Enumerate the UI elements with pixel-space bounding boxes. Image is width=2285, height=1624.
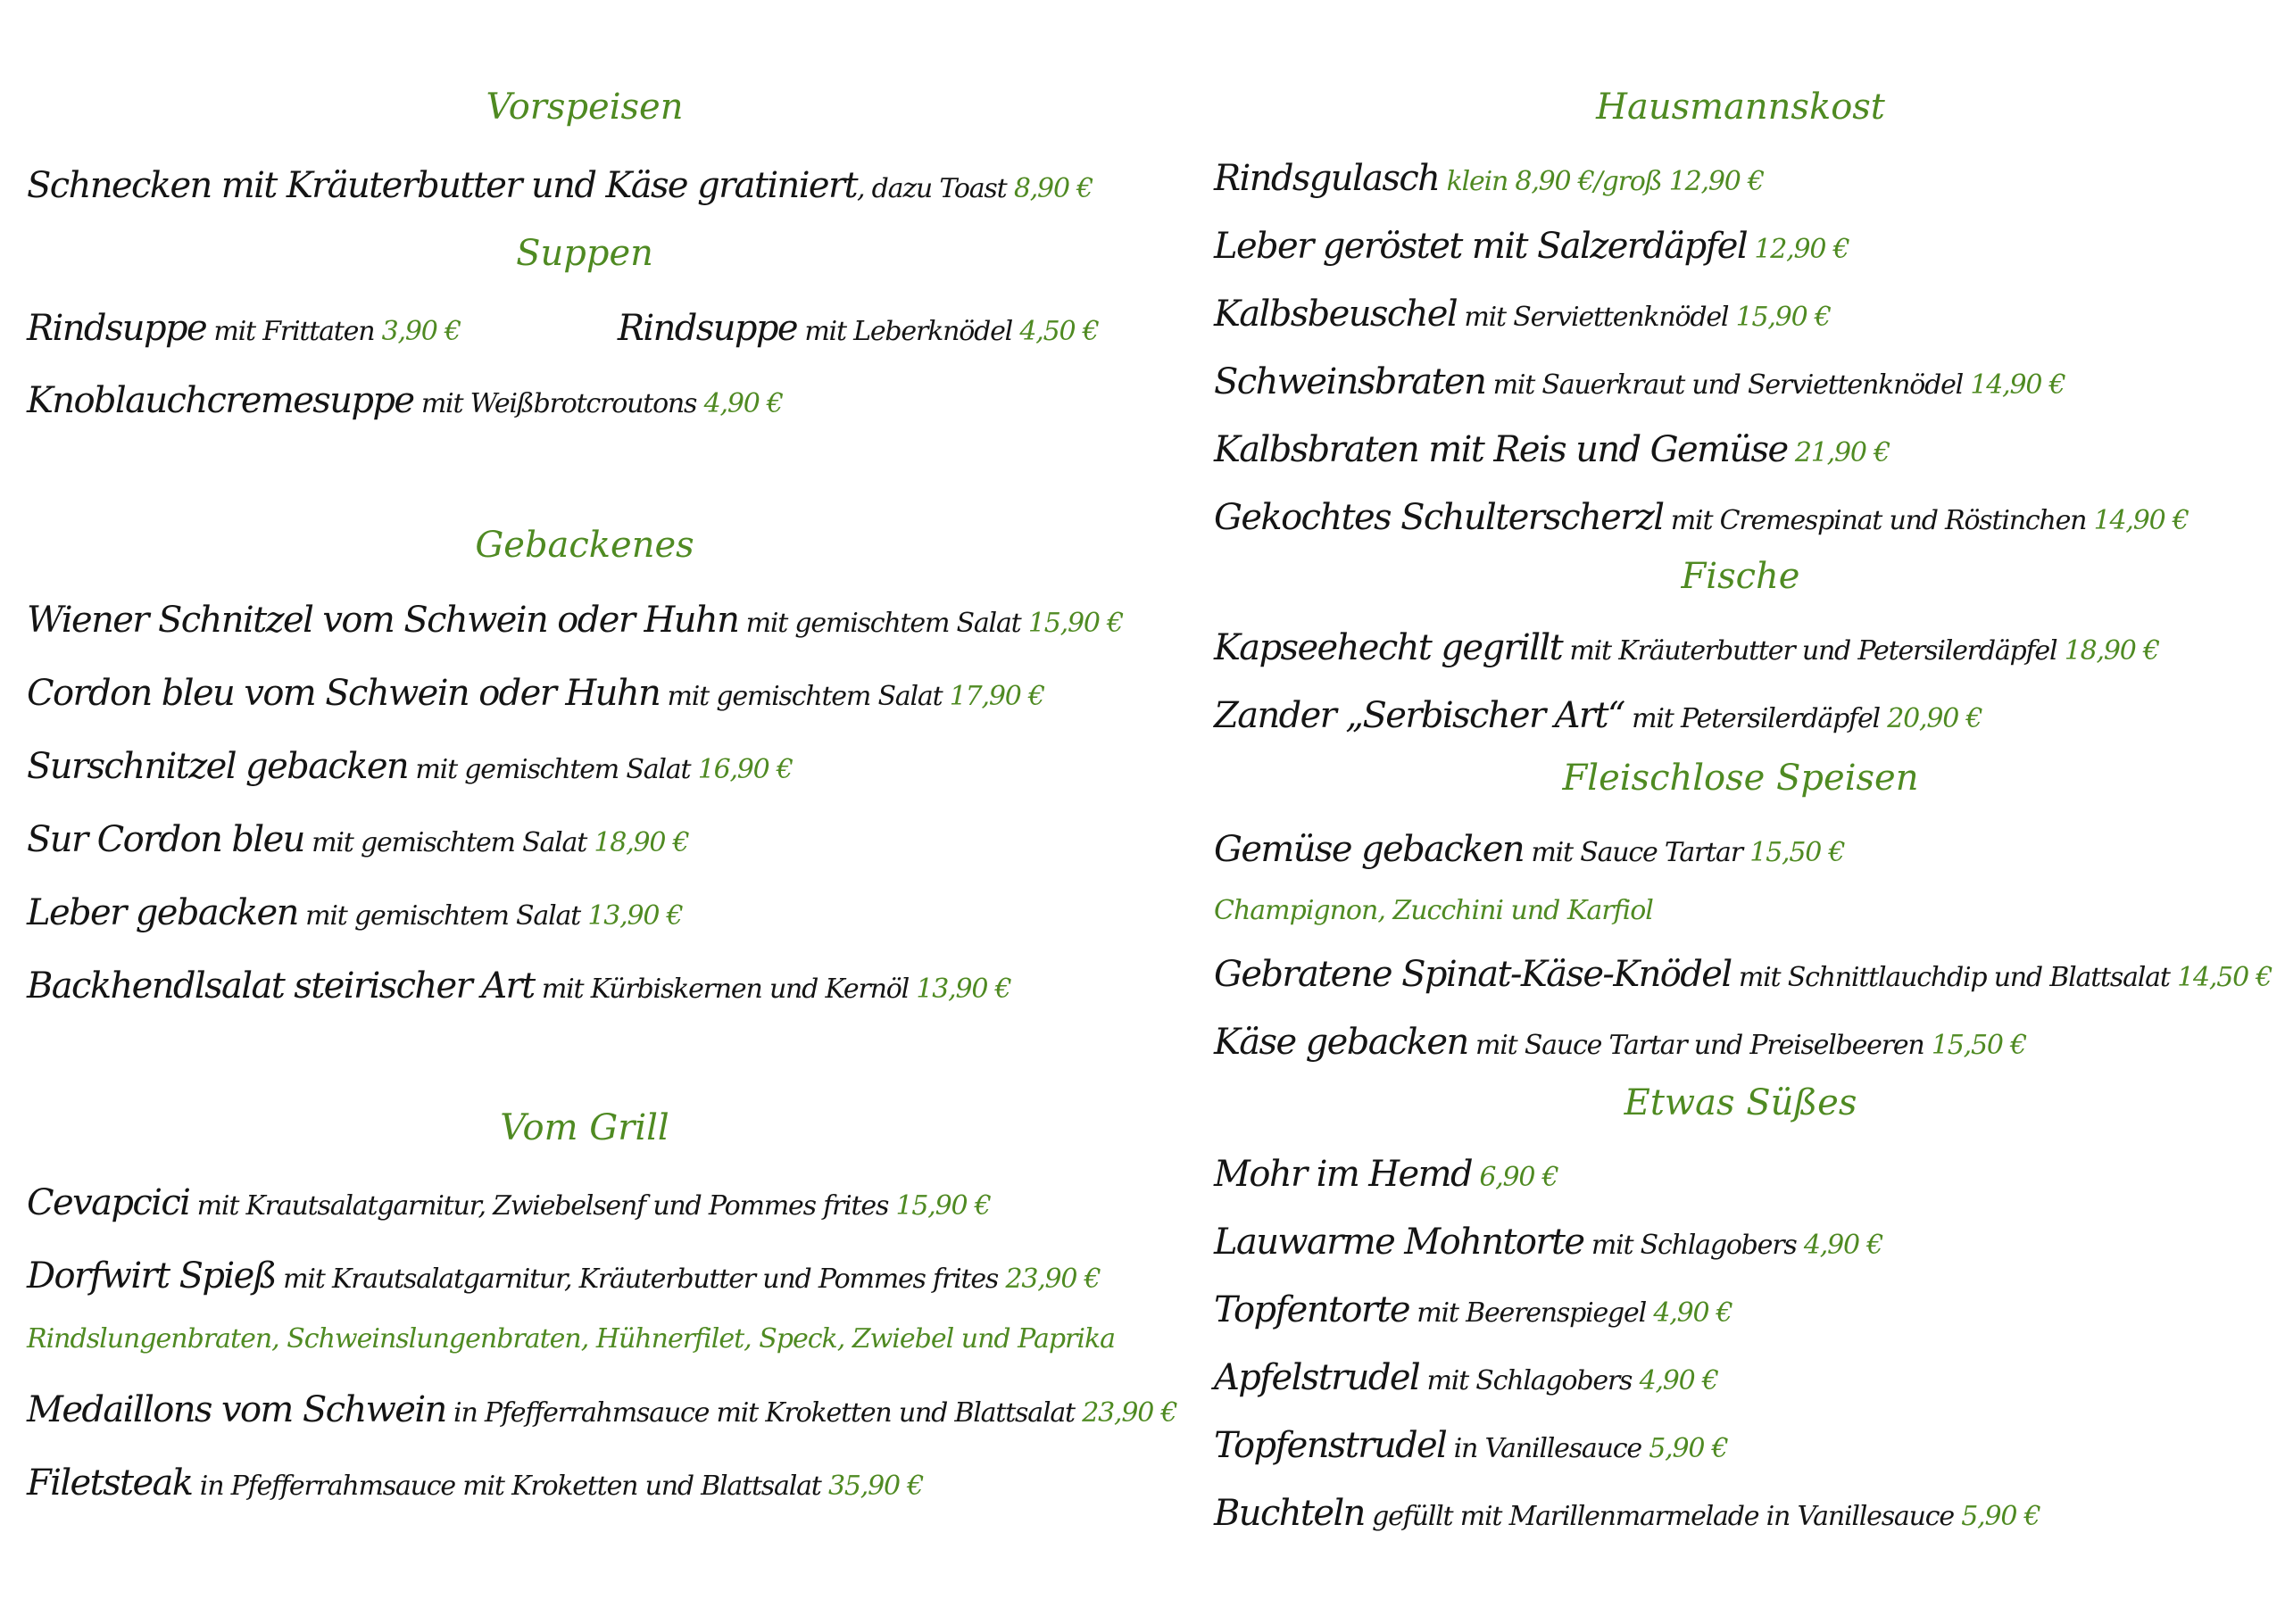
menu-item: [27, 1458, 923, 1512]
menu-item: [27, 815, 689, 868]
dish-name: Sur Cordon bleu: [27, 819, 304, 860]
menu-item: [1214, 1353, 1718, 1406]
dish-description: in Pfefferrahmsauce mit Kroketten und Blattsalat: [453, 1397, 1075, 1429]
section-heading-fische: Fische: [1681, 556, 1800, 597]
dish-price: 4,90 €: [703, 388, 783, 419]
section-heading-fleischlose-speisen: Fleischlose Speisen: [1562, 758, 1919, 799]
dish-description: mit Beerenspiegel: [1417, 1297, 1646, 1329]
dish-price: 8,90 €: [1013, 173, 1093, 204]
dish-name: Buchteln: [1214, 1493, 1365, 1534]
dish-name: Filetsteak: [27, 1462, 193, 1504]
dish-name: Schweinsbraten: [1214, 361, 1486, 402]
dish-price: 14,90 €: [2093, 505, 2189, 536]
dish-name: Apfelstrudel: [1214, 1357, 1420, 1398]
dish-description: mit gemischtem Salat: [415, 754, 691, 785]
dish-name: Dorfwirt Spieß: [27, 1255, 276, 1297]
menu-item: [1214, 1285, 1732, 1338]
dish-name: Topfentorte: [1214, 1289, 1409, 1330]
dish-name: Lauwarme Mohntorte: [1214, 1222, 1584, 1263]
dish-price: 6,90 €: [1479, 1162, 1558, 1193]
dish-name: Cevapcici: [27, 1182, 190, 1223]
dish-price: 15,50 €: [1749, 837, 1845, 868]
dish-description: mit Leberknödel: [804, 316, 1013, 347]
dish-description: mit Schnittlauchdip und Blattsalat: [1738, 962, 2170, 993]
dish-price: 14,50 €: [2177, 962, 2273, 993]
dish-name: Schnecken mit Kräuterbutter und Käse gratiniert: [27, 165, 857, 206]
dish-name: Knoblauchcremesuppe: [27, 380, 414, 421]
dish-price: 5,90 €: [1649, 1433, 1728, 1464]
dish-name: Käse gebacken: [1214, 1022, 1468, 1063]
dish-description: , dazu Toast: [856, 173, 1007, 204]
dish-price: 15,50 €: [1931, 1030, 2026, 1061]
dish-description: mit Schlagobers: [1591, 1230, 1797, 1261]
menu-item: [1214, 949, 2272, 1003]
dish-price: 5,90 €: [1961, 1501, 2040, 1532]
dish-name: Gebratene Spinat-Käse-Knödel: [1214, 954, 1732, 995]
dish-name: Rindsuppe: [27, 308, 207, 349]
dish-name: Wiener Schnitzel vom Schwein oder Huhn: [27, 600, 739, 641]
dish-price: 35,90 €: [827, 1471, 924, 1502]
dish-price: 15,90 €: [1735, 302, 1831, 333]
menu-item: [27, 1178, 991, 1231]
dish-description: gefüllt mit Marillenmarmelade in Vanillesauce: [1372, 1501, 1954, 1532]
section-heading-vom-grill: Vom Grill: [500, 1107, 669, 1148]
dish-description: mit gemischtem Salat: [667, 681, 943, 712]
dish-price-sizes: klein 8,90 €/groß 12,90 €: [1446, 166, 1764, 197]
dish-price: 13,90 €: [587, 900, 683, 932]
dish-name: Zander „Serbischer Art“: [1214, 695, 1624, 736]
dish-name: Topfenstrudel: [1214, 1425, 1447, 1466]
menu-item: [1214, 691, 1982, 744]
section-heading-gebackenes: Gebackenes: [475, 525, 694, 566]
dish-description: mit Serviettenknödel: [1464, 302, 1729, 333]
dish-price: 15,90 €: [895, 1190, 991, 1222]
dish-name: Leber gebacken: [27, 892, 298, 933]
dish-description: mit Krautsalatgarnitur, Zwiebelsenf und Pommes frites: [196, 1190, 889, 1222]
menu-item: [618, 303, 1099, 357]
menu-item: [27, 1385, 1176, 1438]
dish-price: 23,90 €: [1005, 1264, 1101, 1295]
dish-price: 12,90 €: [1754, 234, 1849, 265]
dish-description: mit Sauerkraut und Serviettenknödel: [1492, 369, 1964, 401]
menu-item: [27, 161, 1093, 214]
dish-name: Surschnitzel gebacken: [27, 746, 409, 787]
dish-description: mit Kräuterbutter und Petersilerdäpfel: [1569, 635, 2057, 667]
dish-price: 18,90 €: [2064, 635, 2159, 667]
dish-name: Backhendlsalat steirischer Art: [27, 965, 535, 1007]
menu-item: [27, 888, 682, 941]
dish-name: Gemüse gebacken: [1214, 829, 1525, 870]
menu-item: [1214, 425, 1890, 478]
menu-item: [1214, 1017, 2026, 1071]
menu-item: [1214, 153, 1764, 207]
menu-item: [27, 961, 1010, 1015]
dish-price: 20,90 €: [1887, 703, 1982, 734]
dish-description: mit Frittaten: [213, 316, 375, 347]
dish-description: in Vanillesauce: [1453, 1433, 1641, 1464]
dish-name: Rindsgulasch: [1214, 158, 1440, 199]
menu-item: [27, 303, 461, 357]
dish-name: Kapseehecht gegrillt: [1214, 627, 1563, 668]
dish-name: Kalbsbeuschel: [1214, 294, 1458, 335]
menu-item-pair: [27, 303, 1099, 357]
dish-description: mit gemischtem Salat: [305, 900, 581, 932]
section-heading-hausmannskost: Hausmannskost: [1596, 87, 1885, 128]
menu-item: [27, 376, 783, 429]
dish-description: mit Sauce Tartar: [1531, 837, 1742, 868]
dish-description: mit Sauce Tartar und Preiselbeeren: [1475, 1030, 1924, 1061]
dish-name: Rindsuppe: [617, 308, 797, 349]
section-heading-suppen: Suppen: [516, 233, 653, 274]
menu-item: [27, 668, 1044, 722]
dish-description: mit Petersilerdäpfel: [1632, 703, 1880, 734]
dish-price: 17,90 €: [949, 681, 1044, 712]
dish-description: mit Kürbiskernen und Kernöl: [541, 974, 910, 1005]
menu-item: [1214, 1488, 2040, 1542]
dish-description: mit Krautsalatgarnitur, Kräuterbutter und Pommes frites: [283, 1264, 999, 1295]
menu-item: [1214, 1149, 1558, 1203]
dish-description: mit Weißbrotcroutons: [420, 388, 697, 419]
menu-item: [27, 1251, 1101, 1305]
dish-price: 14,90 €: [1970, 369, 2065, 401]
menu-item: [1214, 221, 1849, 275]
menu-item: [1214, 1217, 1882, 1271]
dish-name: Gekochtes Schulterscherzl: [1214, 497, 1664, 538]
dish-price: 15,90 €: [1027, 608, 1123, 639]
menu-item: [1214, 623, 2159, 676]
dish-name: Leber geröstet mit Salzerdäpfel: [1214, 226, 1748, 267]
dish-note: Champignon, Zucchini und Karfiol: [1214, 895, 1653, 926]
menu-item: [1214, 289, 1831, 343]
menu-item: [1214, 493, 2189, 546]
menu-item: [27, 742, 793, 795]
dish-name: Cordon bleu vom Schwein oder Huhn: [27, 673, 661, 714]
menu-item: [27, 595, 1123, 649]
dish-price: 23,90 €: [1082, 1397, 1177, 1429]
dish-description: mit gemischtem Salat: [312, 827, 587, 858]
section-heading-etwas-suesses: Etwas Süßes: [1624, 1082, 1857, 1123]
dish-name: Mohr im Hemd: [1214, 1154, 1472, 1195]
dish-name: Kalbsbraten mit Reis und Gemüse: [1214, 429, 1788, 470]
menu-item: [1214, 824, 1844, 878]
dish-description: mit Cremespinat und Röstinchen: [1670, 505, 2087, 536]
dish-price: 4,90 €: [1639, 1365, 1718, 1396]
dish-description: in Pfefferrahmsauce mit Kroketten und Blattsalat: [199, 1471, 821, 1502]
section-heading-vorspeisen: Vorspeisen: [486, 87, 684, 128]
dish-price: 3,90 €: [381, 316, 461, 347]
dish-price: 4,50 €: [1019, 316, 1099, 347]
dish-description: mit Schlagobers: [1426, 1365, 1633, 1396]
dish-price: 21,90 €: [1794, 437, 1890, 468]
dish-description: mit gemischtem Salat: [745, 608, 1021, 639]
dish-note: Rindslungenbraten, Schweinslungenbraten, Hühnerfilet, Speck, Zwiebel und Paprika: [27, 1323, 1116, 1355]
dish-price: 18,90 €: [594, 827, 689, 858]
dish-price: 4,90 €: [1803, 1230, 1883, 1261]
dish-price: 4,90 €: [1653, 1297, 1732, 1329]
dish-price: 16,90 €: [697, 754, 793, 785]
dish-price: 13,90 €: [916, 974, 1011, 1005]
menu-item: [1214, 1421, 1727, 1474]
dish-name: Medaillons vom Schwein: [27, 1389, 446, 1430]
menu-item: [1214, 357, 2065, 410]
